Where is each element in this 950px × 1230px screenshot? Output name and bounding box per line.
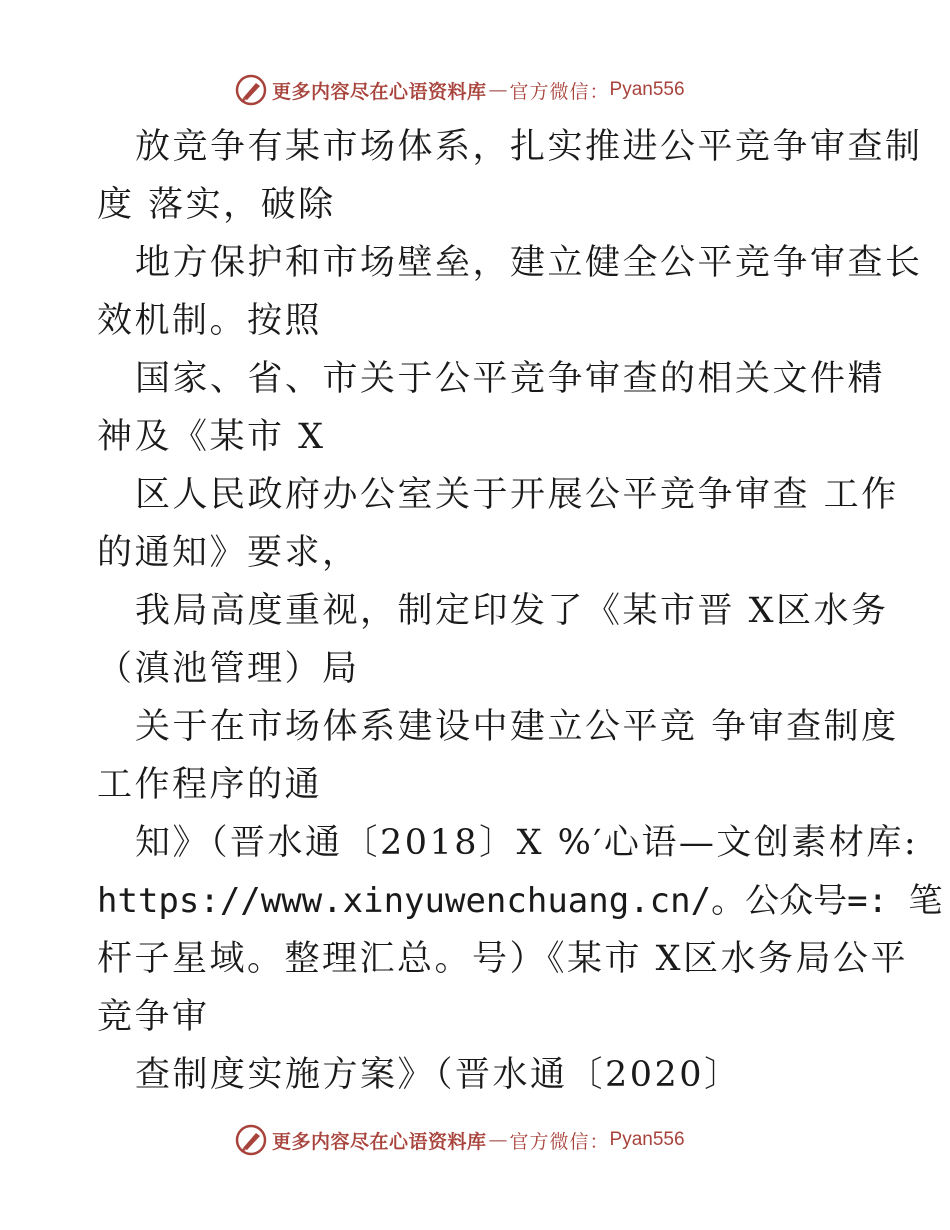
watermark-title: 更多内容尽在心语资料库: [272, 1130, 487, 1153]
watermark-dash: —: [488, 1129, 508, 1151]
watermark-subtitle: 官方微信：: [509, 1130, 610, 1153]
text-line-url: https://www.xinyuwenchuang.cn/。公众号=: 笔: [97, 881, 943, 921]
pen-logo-icon: [234, 73, 268, 107]
pen-logo-icon: [234, 1123, 268, 1157]
text-line: （滇池管理）局: [97, 649, 360, 689]
text-line: 神及《某市 X: [97, 417, 326, 457]
watermark-subtitle: 官方微信：: [509, 80, 610, 103]
text-line: 工作程序的通: [97, 765, 323, 805]
header-watermark: [234, 72, 685, 108]
watermark-title: 更多内容尽在心语资料库: [272, 80, 487, 103]
watermark-dash: —: [488, 79, 508, 101]
text-line: 区人民政府办公室关于开展公平竞争审查 工作: [135, 475, 899, 515]
text-line: 查制度实施方案》（晋水通〔2020〕: [135, 1055, 742, 1095]
text-line: 国家、省、市关于公平竞争审查的相关文件精: [135, 359, 886, 399]
text-line: 放竞争有某市场体系，扎实推进公平竞争审查制: [135, 127, 923, 167]
footer-watermark: [234, 1122, 685, 1158]
watermark-wechat-id: Pyan556: [609, 1129, 685, 1150]
text-line: 杆子星域。整理汇总。号）《某市 X区水务局公平: [97, 939, 909, 979]
document-body: [97, 118, 943, 1104]
text-line: 效机制。按照: [97, 301, 323, 341]
text-line: 度 落实，破除: [97, 185, 336, 225]
watermark-wechat-id: Pyan556: [609, 79, 685, 100]
text-line: 知》（晋水通〔2018〕X %′心语—文创素材库:: [135, 823, 919, 863]
text-line: 的通知》要求，: [97, 533, 360, 573]
text-line: 我局高度重视，制定印发了《某市晋 X区水务: [135, 591, 889, 631]
text-line: 竞争审: [97, 997, 210, 1037]
text-line: 地方保护和市场壁垒，建立健全公平竞争审查长: [135, 243, 923, 283]
text-line: 关于在市场体系建设中建立公平竞 争审查制度: [135, 707, 899, 747]
